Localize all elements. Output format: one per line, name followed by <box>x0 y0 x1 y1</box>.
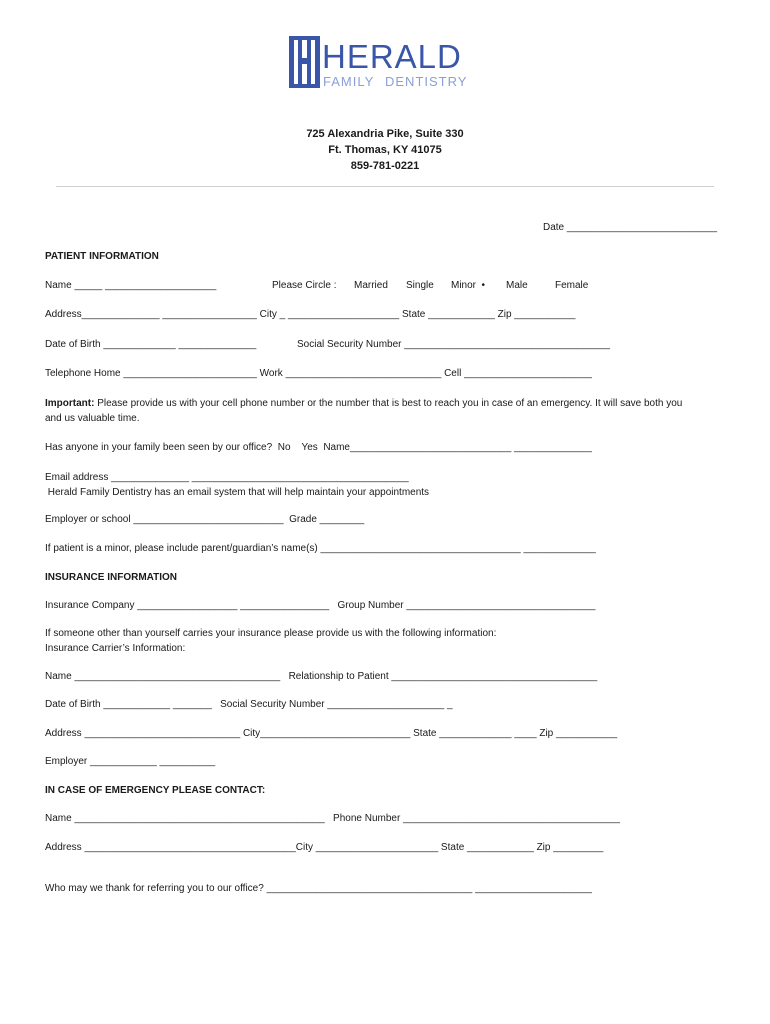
phone-numbers-line[interactable]: Telephone Home ________________________ Work ____________________________ Cell _______________________ <box>45 368 592 379</box>
option-married[interactable]: Married <box>354 280 388 291</box>
carrier-dob-ssn-line[interactable]: Date of Birth ____________ _______ Social Security Number _____________________ _ <box>45 699 453 710</box>
emergency-name-phone-line[interactable]: Name _____________________________________________ Phone Number _______________________________________ <box>45 813 620 824</box>
insurance-heading: INSURANCE INFORMATION <box>45 572 178 583</box>
herald-family-dentistry-logo <box>289 36 485 92</box>
office-city: Ft. Thomas, KY 41075 <box>328 144 442 156</box>
guardian-line[interactable]: If patient is a minor, please include parent/guardian’s name(s) ____________________________________ _____________ <box>45 543 596 554</box>
insurance-company-line[interactable]: Insurance Company __________________ ________________ Group Number __________________________________ <box>45 600 596 611</box>
patient-name-field[interactable]: Name _____ ____________________ <box>45 280 217 291</box>
important-note <box>45 397 682 410</box>
office-street: 725 Alexandria Pike, Suite 330 <box>306 128 464 140</box>
carrier-address-line[interactable]: Address ____________________________ City___________________________ State _____________ ____ Zip ___________ <box>45 728 618 739</box>
referral-line[interactable]: Who may we thank for referring you to our office? _____________________________________ _____________________ <box>45 883 592 894</box>
option-male[interactable]: Male <box>506 280 528 291</box>
logo-word: HERALD <box>322 38 462 75</box>
please-circle-label: Please Circle : <box>272 280 337 291</box>
employer-school-line[interactable]: Employer or school ___________________________ Grade ________ <box>45 514 365 525</box>
option-female[interactable]: Female <box>555 280 589 291</box>
carrier-employer-line[interactable]: Employer ____________ __________ <box>45 756 216 767</box>
logo-sub-dentistry: DENTISTRY <box>385 74 468 89</box>
carrier-note: If someone other than yourself carries your insurance please provide us with the following information: <box>45 628 497 639</box>
patient-info-heading: PATIENT INFORMATION <box>45 251 159 262</box>
dob-field[interactable]: Date of Birth _____________ ______________ <box>45 339 257 350</box>
office-phone: 859-781-0221 <box>350 160 420 172</box>
email-field[interactable]: Email address ______________ _______________________________________ <box>45 472 409 483</box>
important-label: Important: <box>45 398 95 409</box>
emergency-heading: IN CASE OF EMERGENCY PLEASE CONTACT: <box>45 785 266 796</box>
family-seen-line[interactable]: Has anyone in your family been seen by our office? No Yes Name_____________________________ ______________ <box>45 442 592 453</box>
carrier-name-line[interactable]: Name _____________________________________ Relationship to Patient _____________________________________ <box>45 671 598 682</box>
important-text-cont: and us valuable time. <box>45 413 140 424</box>
tooth-mark-icon <box>289 36 320 88</box>
option-single[interactable]: Single <box>406 280 434 291</box>
ssn-field[interactable]: Social Security Number _____________________________________ <box>297 339 611 350</box>
date-field[interactable]: Date ___________________________ <box>543 222 718 233</box>
email-note: Herald Family Dentistry has an email system that will help maintain your appointments <box>45 487 430 498</box>
carrier-info-label: Insurance Carrier’s Information: <box>45 643 186 654</box>
logo-sub-family: FAMILY <box>323 74 375 89</box>
option-minor[interactable]: Minor • <box>451 280 486 291</box>
divider <box>56 186 714 187</box>
emergency-address-line[interactable]: Address ______________________________________City ______________________ State ____________ Zip _________ <box>45 842 604 853</box>
important-text: Please provide us with your cell phone number or the number that is best to reach you in case of an emergency. It will save both you <box>94 398 683 409</box>
address-line[interactable]: Address______________ _________________ City _ ____________________ State ____________ Zip ___________ <box>45 309 576 320</box>
